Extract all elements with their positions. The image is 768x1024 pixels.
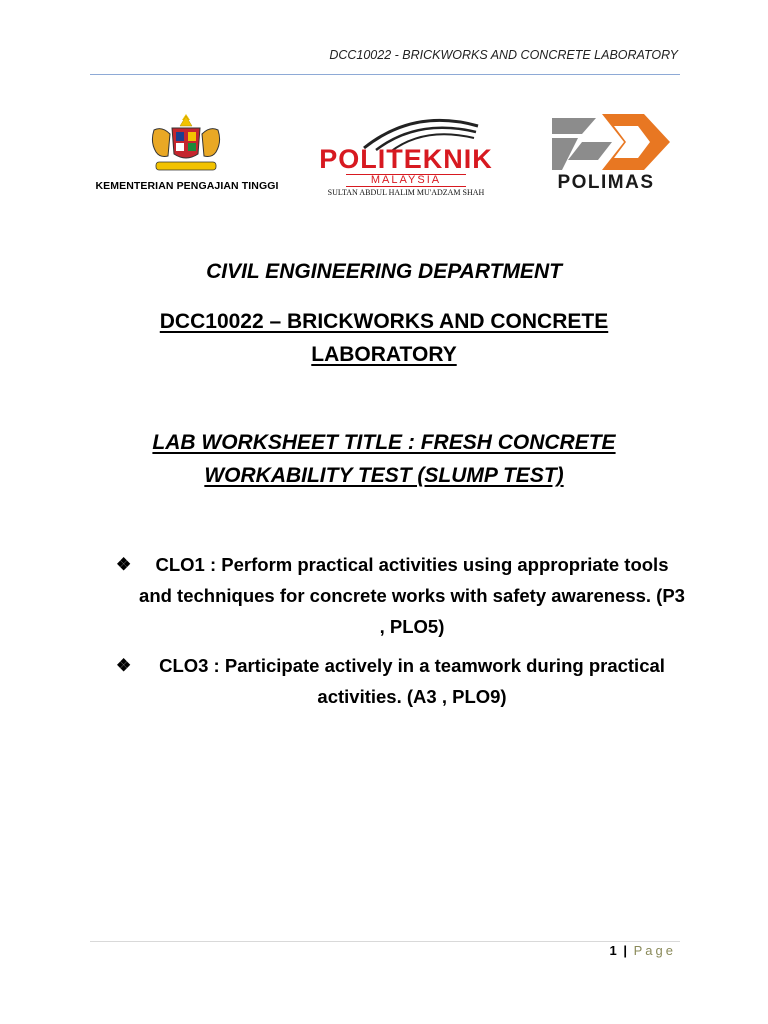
polimas-wordmark: POLIMAS: [557, 172, 655, 193]
page-footer: [610, 943, 677, 958]
course-title: [150, 305, 618, 371]
politeknik-wordmark: POLITEKNIK: [319, 144, 493, 174]
kpt-logo: [82, 110, 292, 200]
running-header: DCC10022 - BRICKWORKS AND CONCRETE LABORATORY: [329, 48, 678, 62]
page-label: Page: [633, 943, 676, 958]
worksheet-title: [150, 426, 618, 492]
footer-separator: |: [623, 943, 627, 958]
department-title: CIVIL ENGINEERING DEPARTMENT: [206, 260, 562, 283]
clo-text: CLO3 : Participate actively in a teamwork during practical activities. (A3 , PLO9): [159, 655, 665, 707]
polimas-logo: [536, 110, 676, 200]
polimas-emblem-icon: [542, 112, 672, 174]
diamond-bullet-icon: ❖: [116, 656, 132, 675]
header-divider: [90, 74, 680, 75]
politeknik-logo: [306, 112, 506, 202]
worksheet-title-text: LAB WORKSHEET TITLE : FRESH CONCRETE WORKABILITY TEST (SLUMP TEST): [152, 431, 616, 487]
page-number: 1: [609, 943, 617, 958]
clo-item: [116, 549, 686, 642]
clo-text: CLO1 : Perform practical activities using appropriate tools and techniques for concrete works with safety awareness. (P3 , PLO5): [139, 554, 685, 637]
politeknik-campus: SULTAN ABDUL HALIM MU'ADZAM SHAH: [327, 188, 485, 197]
footer-divider: [90, 941, 680, 942]
kpt-caption: KEMENTERIAN PENGAJIAN TINGGI: [95, 180, 279, 192]
diamond-bullet-icon: ❖: [116, 555, 132, 574]
clo-item: [116, 650, 686, 712]
malaysia-coat-of-arms-icon: [146, 112, 226, 176]
politeknik-country: MALAYSIA: [346, 174, 466, 187]
course-title-text: DCC10022 – BRICKWORKS AND CONCRETE LABORATORY: [159, 310, 609, 366]
